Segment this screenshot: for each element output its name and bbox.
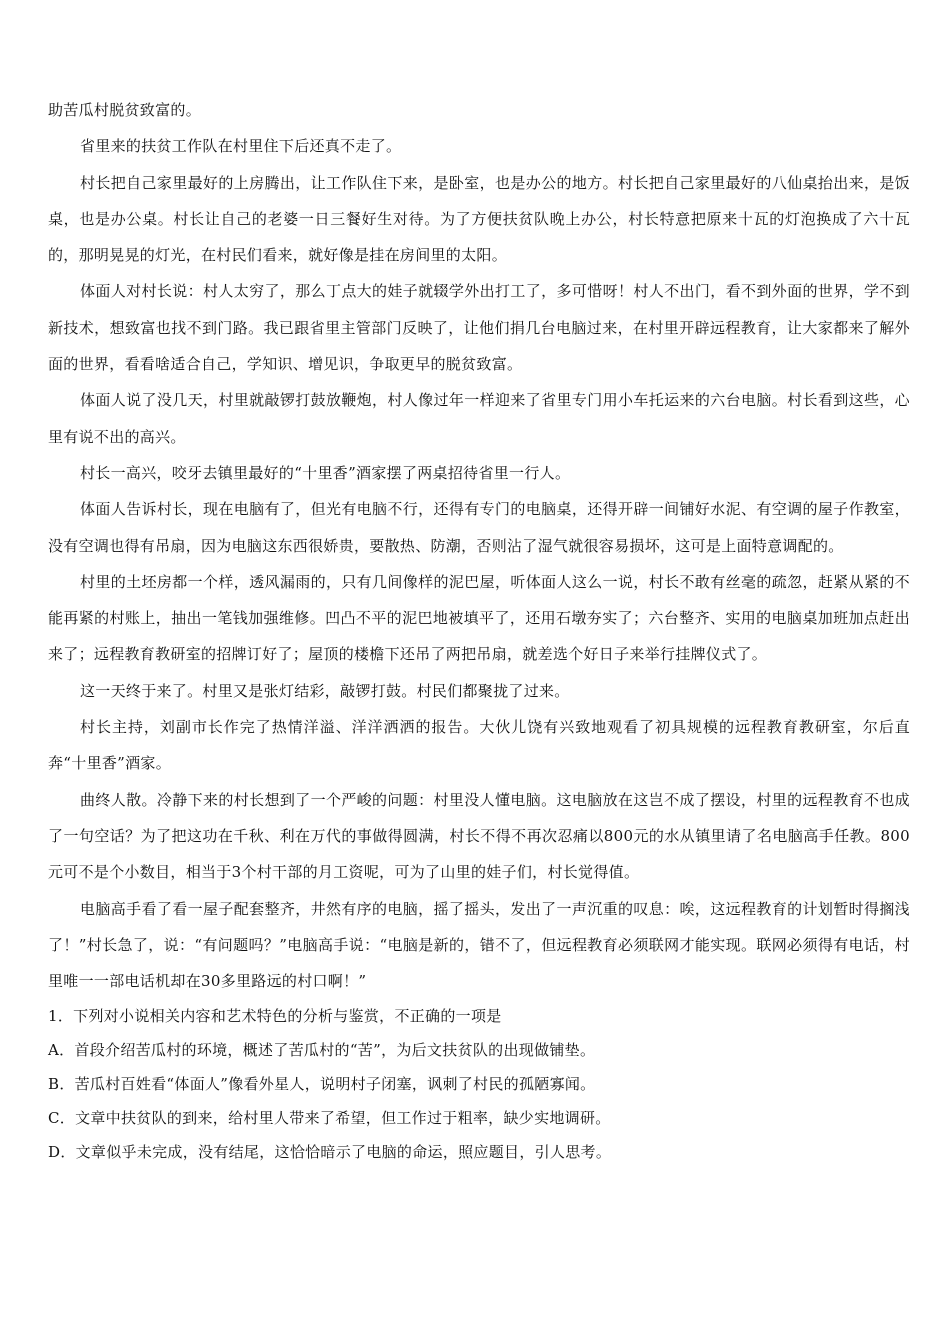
option-a: A．首段介绍苦瓜村的环境，概述了苦瓜村的“苦”，为后文扶贫队的出现做铺垫。 [48,1041,596,1060]
option-b: B．苦瓜村百姓看“体面人”像看外星人，说明村子闭塞，讽刺了村民的孤陋寡闻。 [48,1075,596,1094]
document-page [48,92,910,1169]
paragraph-6: 村长一高兴，咬牙去镇里最好的“十里香”酒家摆了两桌招待省里一行人。 [80,463,571,482]
option-d: D．文章似乎未完成，没有结尾，这恰恰暗示了电脑的命运，照应题目，引人思考。 [48,1143,612,1162]
passage [48,92,910,999]
paragraph-2: 省里来的扶贫工作队在村里住下后还真不走了。 [80,137,402,156]
paragraph-12: 电脑高手看了看一屋子配套整齐，井然有序的电脑，摇了摇头，发出了一声沉重的叹息：唉，这远程教育的计划暂时得搁浅了！”村长急了，说：“有问题吗？”电脑高手说：“电脑是新的，错不了，但远程教育必须联网才能实现。联网必须得有电话，村里唯一一部电话机却在30多里路远的村口啊！” [48,899,910,991]
paragraph-5: 体面人说了没几天，村里就敲锣打鼓放鞭炮，村人像过年一样迎来了省里专门用小车托运来的六台电脑。村长看到这些，心里有说不出的高兴。 [48,391,910,446]
question-stem: 1．下列对小说相关内容和艺术特色的分析与鉴赏，不正确的一项是 [48,1007,502,1026]
paragraph-1: 助苦瓜村脱贫致富的。 [48,101,202,119]
paragraph-7: 体面人告诉村长，现在电脑有了，但光有电脑不行，还得有专门的电脑桌，还得开辟一间铺好水泥、有空调的屋子作教室，没有空调也得有吊扇，因为电脑这东西很娇贵，要散热、防潮，否则沾了湿气就很容易损坏，这可是上面特意调配的。 [48,500,910,555]
paragraph-11: 曲终人散。冷静下来的村长想到了一个严峻的问题：村里没人懂电脑。这电脑放在这岂不成了摆设，村里的远程教育不也成了一句空话？为了把这功在千秋、利在万代的事做得圆满，村长不得不再次忍痛以800元的水从镇里请了名电脑高手任教。800元可不是个小数目，相当于3个村干部的月工资呢，可为了山里的娃子们，村长觉得值。 [48,790,910,882]
paragraph-4: 体面人对村长说：村人太穷了，那么丁点大的娃子就辍学外出打工了，多可惜呀！村人不出门，看不到外面的世界，学不到新技术，想致富也找不到门路。我已跟省里主管部门反映了，让他们捐几台电脑过来，在村里开辟远程教育，让大家都来了解外面的世界，看看啥适合自己，学知识、增见识，争取更早的脱贫致富。 [48,282,910,374]
option-c: C．文章中扶贫队的到来，给村里人带来了希望，但工作过于粗率，缺少实地调研。 [48,1109,611,1128]
paragraph-8: 村里的土坯房都一个样，透风漏雨的，只有几间像样的泥巴屋，听体面人这么一说，村长不敢有丝毫的疏忽，赶紧从紧的不能再紧的村账上，抽出一笔钱加强维修。凹凸不平的泥巴地被填平了，还用石墩夯实了；六台整齐、实用的电脑桌加班加点赶出来了；远程教育教研室的招牌订好了；屋顶的楼檐下还吊了两把吊扇，就差选个好日子来举行挂牌仪式了。 [48,572,910,664]
paragraph-9: 这一天终于来了。村里又是张灯结彩，敲锣打鼓。村民们都聚拢了过来。 [80,681,570,700]
paragraph-3: 村长把自己家里最好的上房腾出，让工作队住下来，是卧室，也是办公的地方。村长把自己家里最好的八仙桌抬出来，是饭桌，也是办公桌。村长让自己的老婆一日三餐好生对待。为了方便扶贫队晚上办公，村长特意把原来十瓦的灯泡换成了六十瓦的，那明晃晃的灯光，在村民们看来，就好像是挂在房间里的太阳。 [48,173,910,265]
paragraph-10: 村长主持，刘副市长作完了热情洋溢、洋洋洒洒的报告。大伙儿饶有兴致地观看了初具规模的远程教育教研室，尔后直奔“十里香”酒家。 [48,718,910,773]
question-block [48,999,910,1169]
